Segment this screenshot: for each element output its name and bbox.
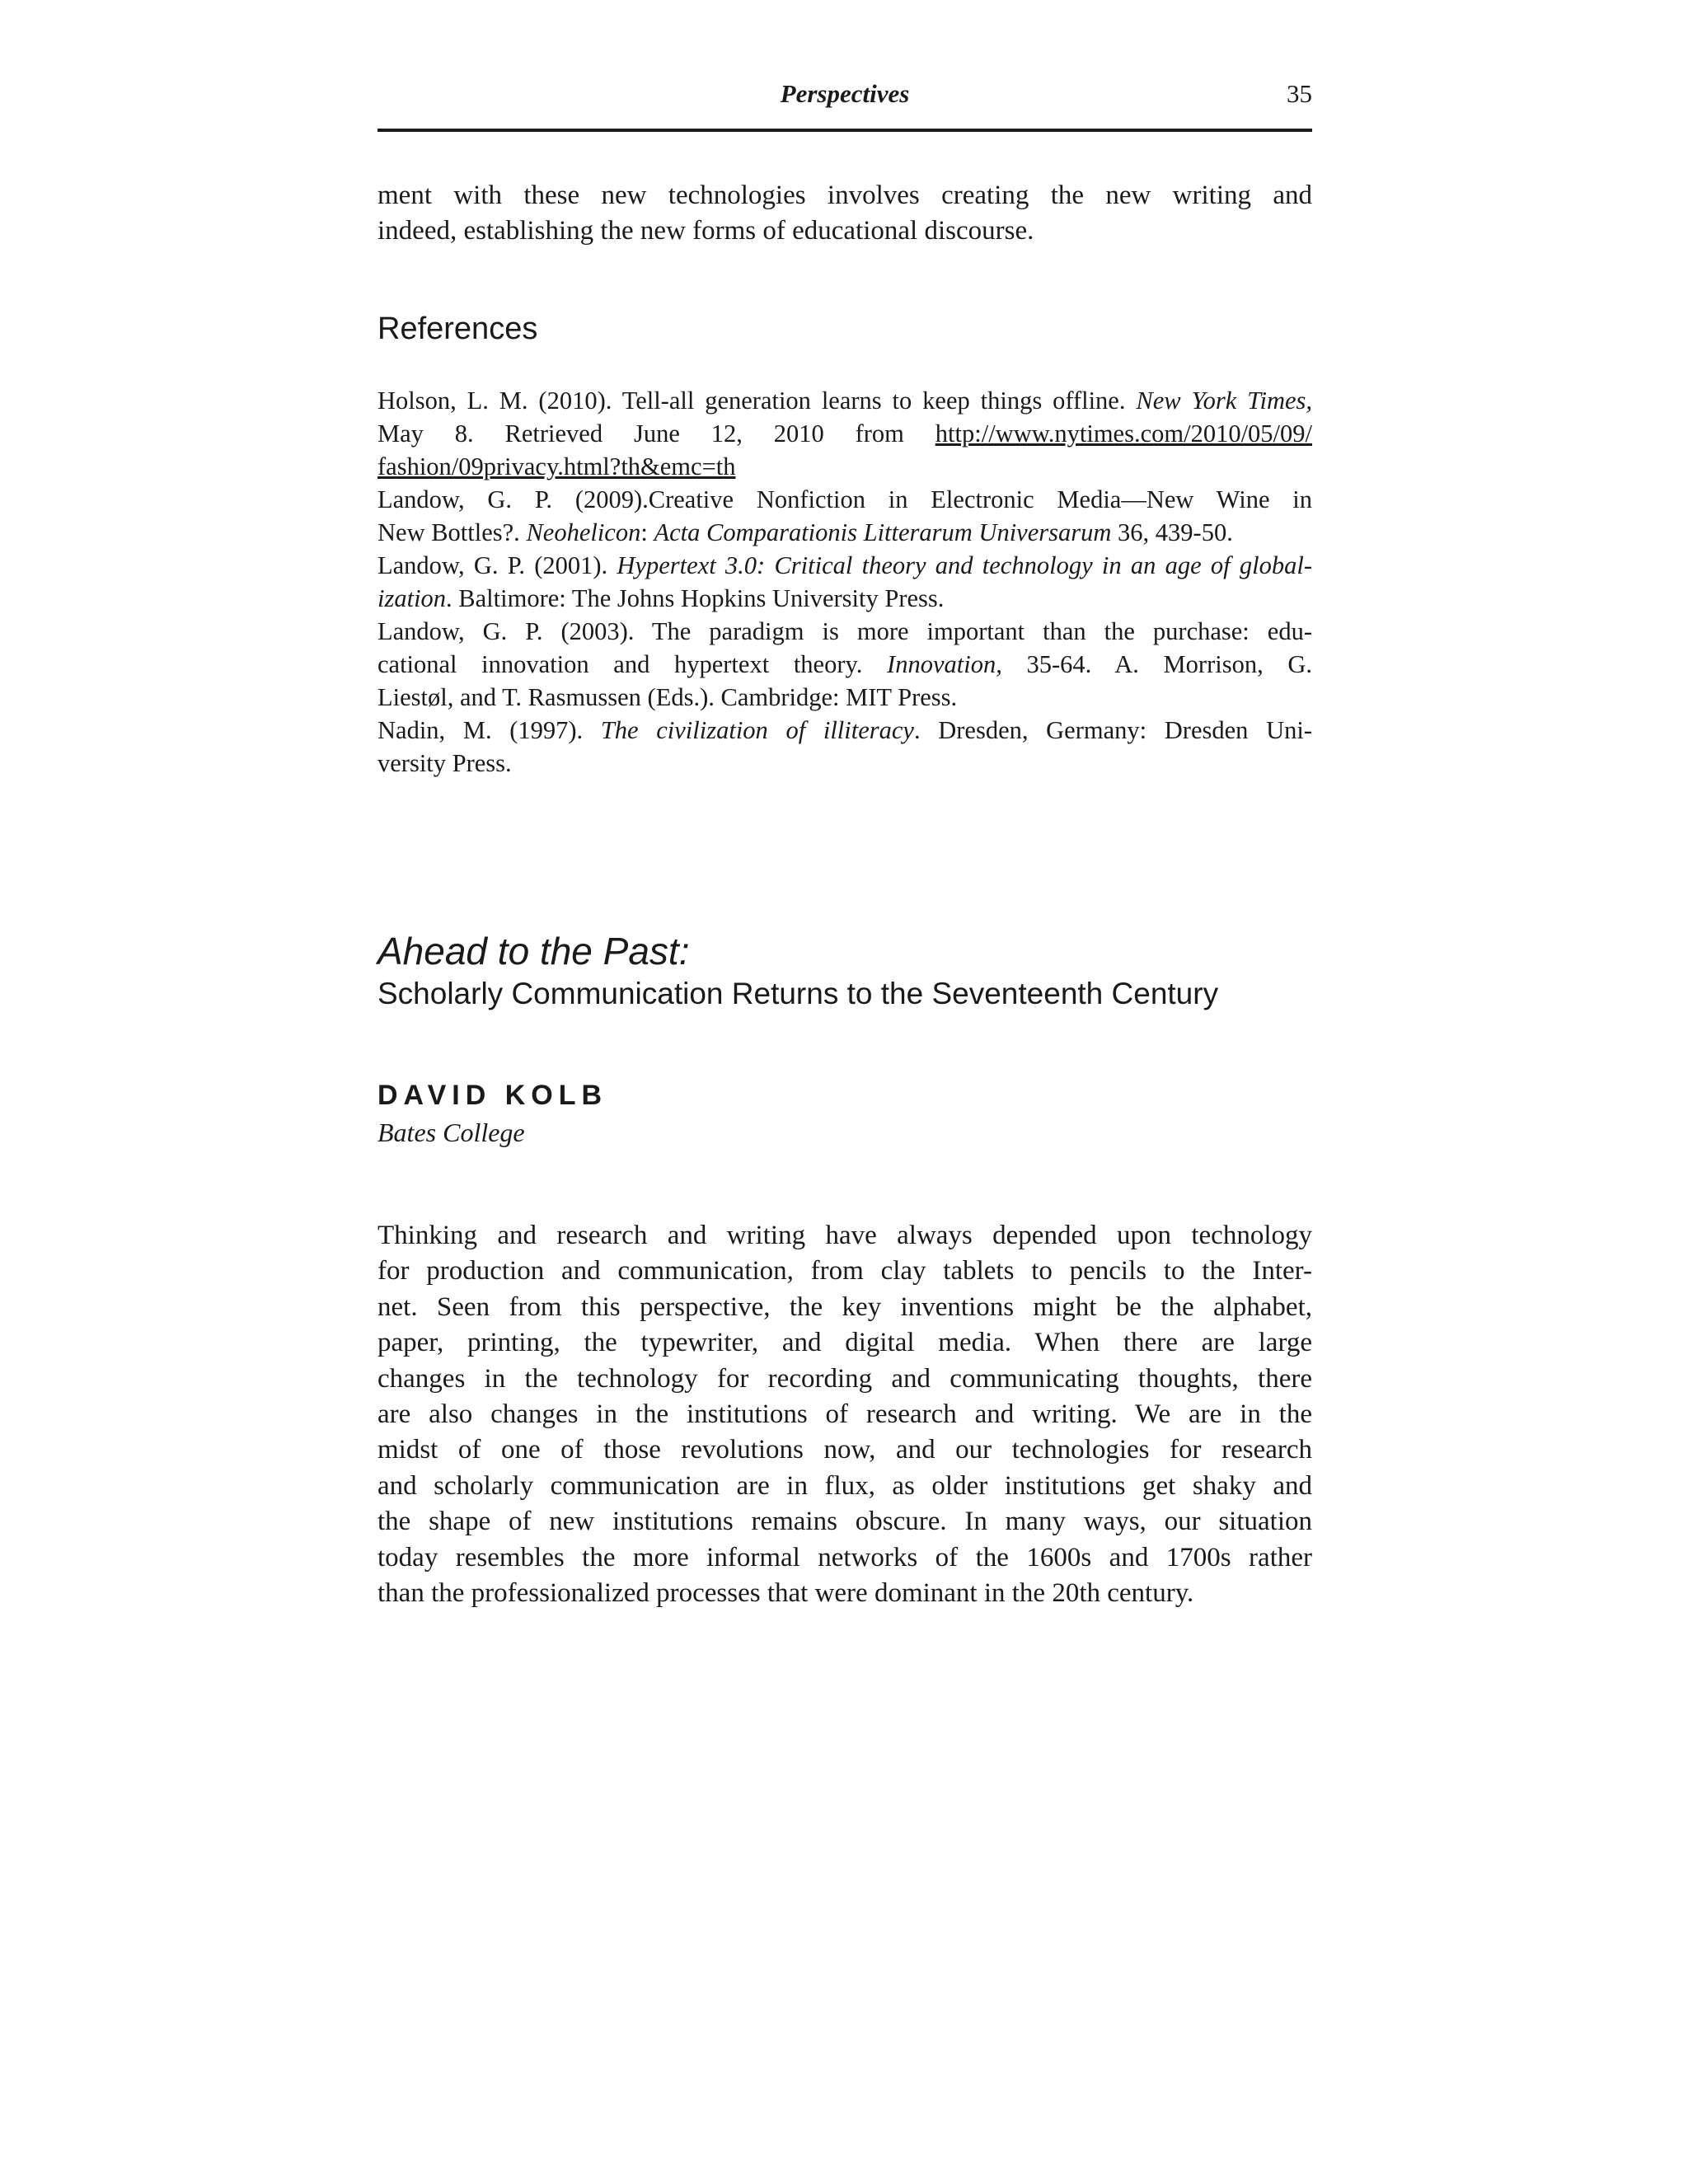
reference-url-link[interactable]: http://www.nytimes.com/2010/05/09/ bbox=[935, 419, 1312, 448]
page-number: 35 bbox=[1287, 79, 1312, 108]
text-line: indeed, establishing the new forms of educational discourse. bbox=[377, 216, 1034, 246]
reference-text: 35-64. A. Morrison, G. bbox=[1001, 650, 1312, 678]
text-line: ment with these new technologies involves creating the new writing and bbox=[377, 180, 1312, 210]
reference-text: cational innovation and hypertext theory. bbox=[377, 650, 888, 678]
reference-text: May 8. Retrieved June 12, 2010 from bbox=[377, 419, 935, 448]
reference-source: ization bbox=[377, 584, 447, 612]
reference-text: New Bottles?. bbox=[377, 518, 527, 546]
reference-source: The civilization of illiteracy bbox=[600, 716, 914, 744]
continuation-paragraph bbox=[377, 178, 1312, 250]
text-line: paper, printing, the typewriter, and digital media. When there are large bbox=[377, 1328, 1312, 1358]
text-line: midst of one of those revolutions now, and our technologies for research bbox=[377, 1435, 1312, 1465]
reference-entry bbox=[377, 384, 1312, 483]
reference-text: Landow, G. P. (2001). bbox=[377, 551, 617, 579]
text-line: than the professionalized processes that were dominant in the 20th century. bbox=[377, 1578, 1194, 1609]
reference-source: Neohelicon bbox=[526, 518, 641, 546]
reference-source: Acta Comparationis Litterarum Universarum bbox=[654, 518, 1112, 546]
article-body-paragraph bbox=[377, 1218, 1312, 1611]
text-line: today resembles the more informal networks of the 1600s and 1700s rather bbox=[377, 1542, 1312, 1572]
reference-text: Landow, G. P. (2003). The paradigm is more important than the purchase: edu- bbox=[377, 617, 1312, 645]
article-subtitle: Scholarly Communication Returns to the Seventeenth Century bbox=[377, 977, 1219, 1010]
text-line: and scholarly communication are in flux, as older institutions get shaky and bbox=[377, 1470, 1312, 1501]
running-header bbox=[377, 79, 1312, 132]
reference-text: Liestøl, and T. Rasmussen (Eds.). Cambridge: MIT Press. bbox=[377, 683, 958, 711]
text-line: net. Seen from this perspective, the key inventions might be the alphabet, bbox=[377, 1291, 1312, 1322]
reference-text: Landow, G. P. (2009).Creative Nonfiction in Electronic Media—New Wine in bbox=[377, 485, 1312, 513]
text-line: Thinking and research and writing have always depended upon technology bbox=[377, 1221, 1312, 1250]
reference-text: versity Press. bbox=[377, 749, 512, 777]
reference-source: Hypertext 3.0: Critical theory and technology in an age of global- bbox=[617, 551, 1312, 579]
text-line: for production and communication, from clay tablets to pencils to the Inter- bbox=[377, 1256, 1312, 1286]
author-name: DAVID KOLB bbox=[377, 1080, 608, 1111]
reference-text: . Dresden, Germany: Dresden Uni- bbox=[913, 716, 1312, 744]
text-line: changes in the technology for recording and communicating thoughts, there bbox=[377, 1363, 1312, 1394]
reference-text: : bbox=[640, 518, 654, 546]
references-heading: References bbox=[377, 312, 538, 346]
reference-entry bbox=[377, 483, 1312, 549]
reference-url-link[interactable]: fashion/09privacy.html?th&emc=th bbox=[377, 452, 736, 480]
article-title: Ahead to the Past: bbox=[377, 930, 690, 972]
reference-source: New York Times, bbox=[1136, 387, 1312, 415]
references-list bbox=[377, 384, 1312, 780]
reference-text: . Baltimore: The Johns Hopkins University Press. bbox=[446, 584, 945, 612]
reference-entry bbox=[377, 714, 1312, 780]
text-line: are also changes in the institutions of research and writing. We are in the bbox=[377, 1399, 1312, 1430]
reference-source: Innovation, bbox=[887, 650, 1002, 678]
running-title: Perspectives bbox=[780, 79, 910, 108]
reference-text: Nadin, M. (1997). bbox=[377, 716, 601, 744]
reference-entry bbox=[377, 549, 1312, 615]
reference-text: Holson, L. M. (2010). Tell-all generation learns to keep things offline. bbox=[377, 387, 1137, 415]
reference-text: 36, 439-50. bbox=[1111, 518, 1233, 546]
author-affiliation: Bates College bbox=[377, 1118, 525, 1147]
reference-entry bbox=[377, 615, 1312, 714]
text-line: the shape of new institutions remains obscure. In many ways, our situation bbox=[377, 1507, 1312, 1537]
